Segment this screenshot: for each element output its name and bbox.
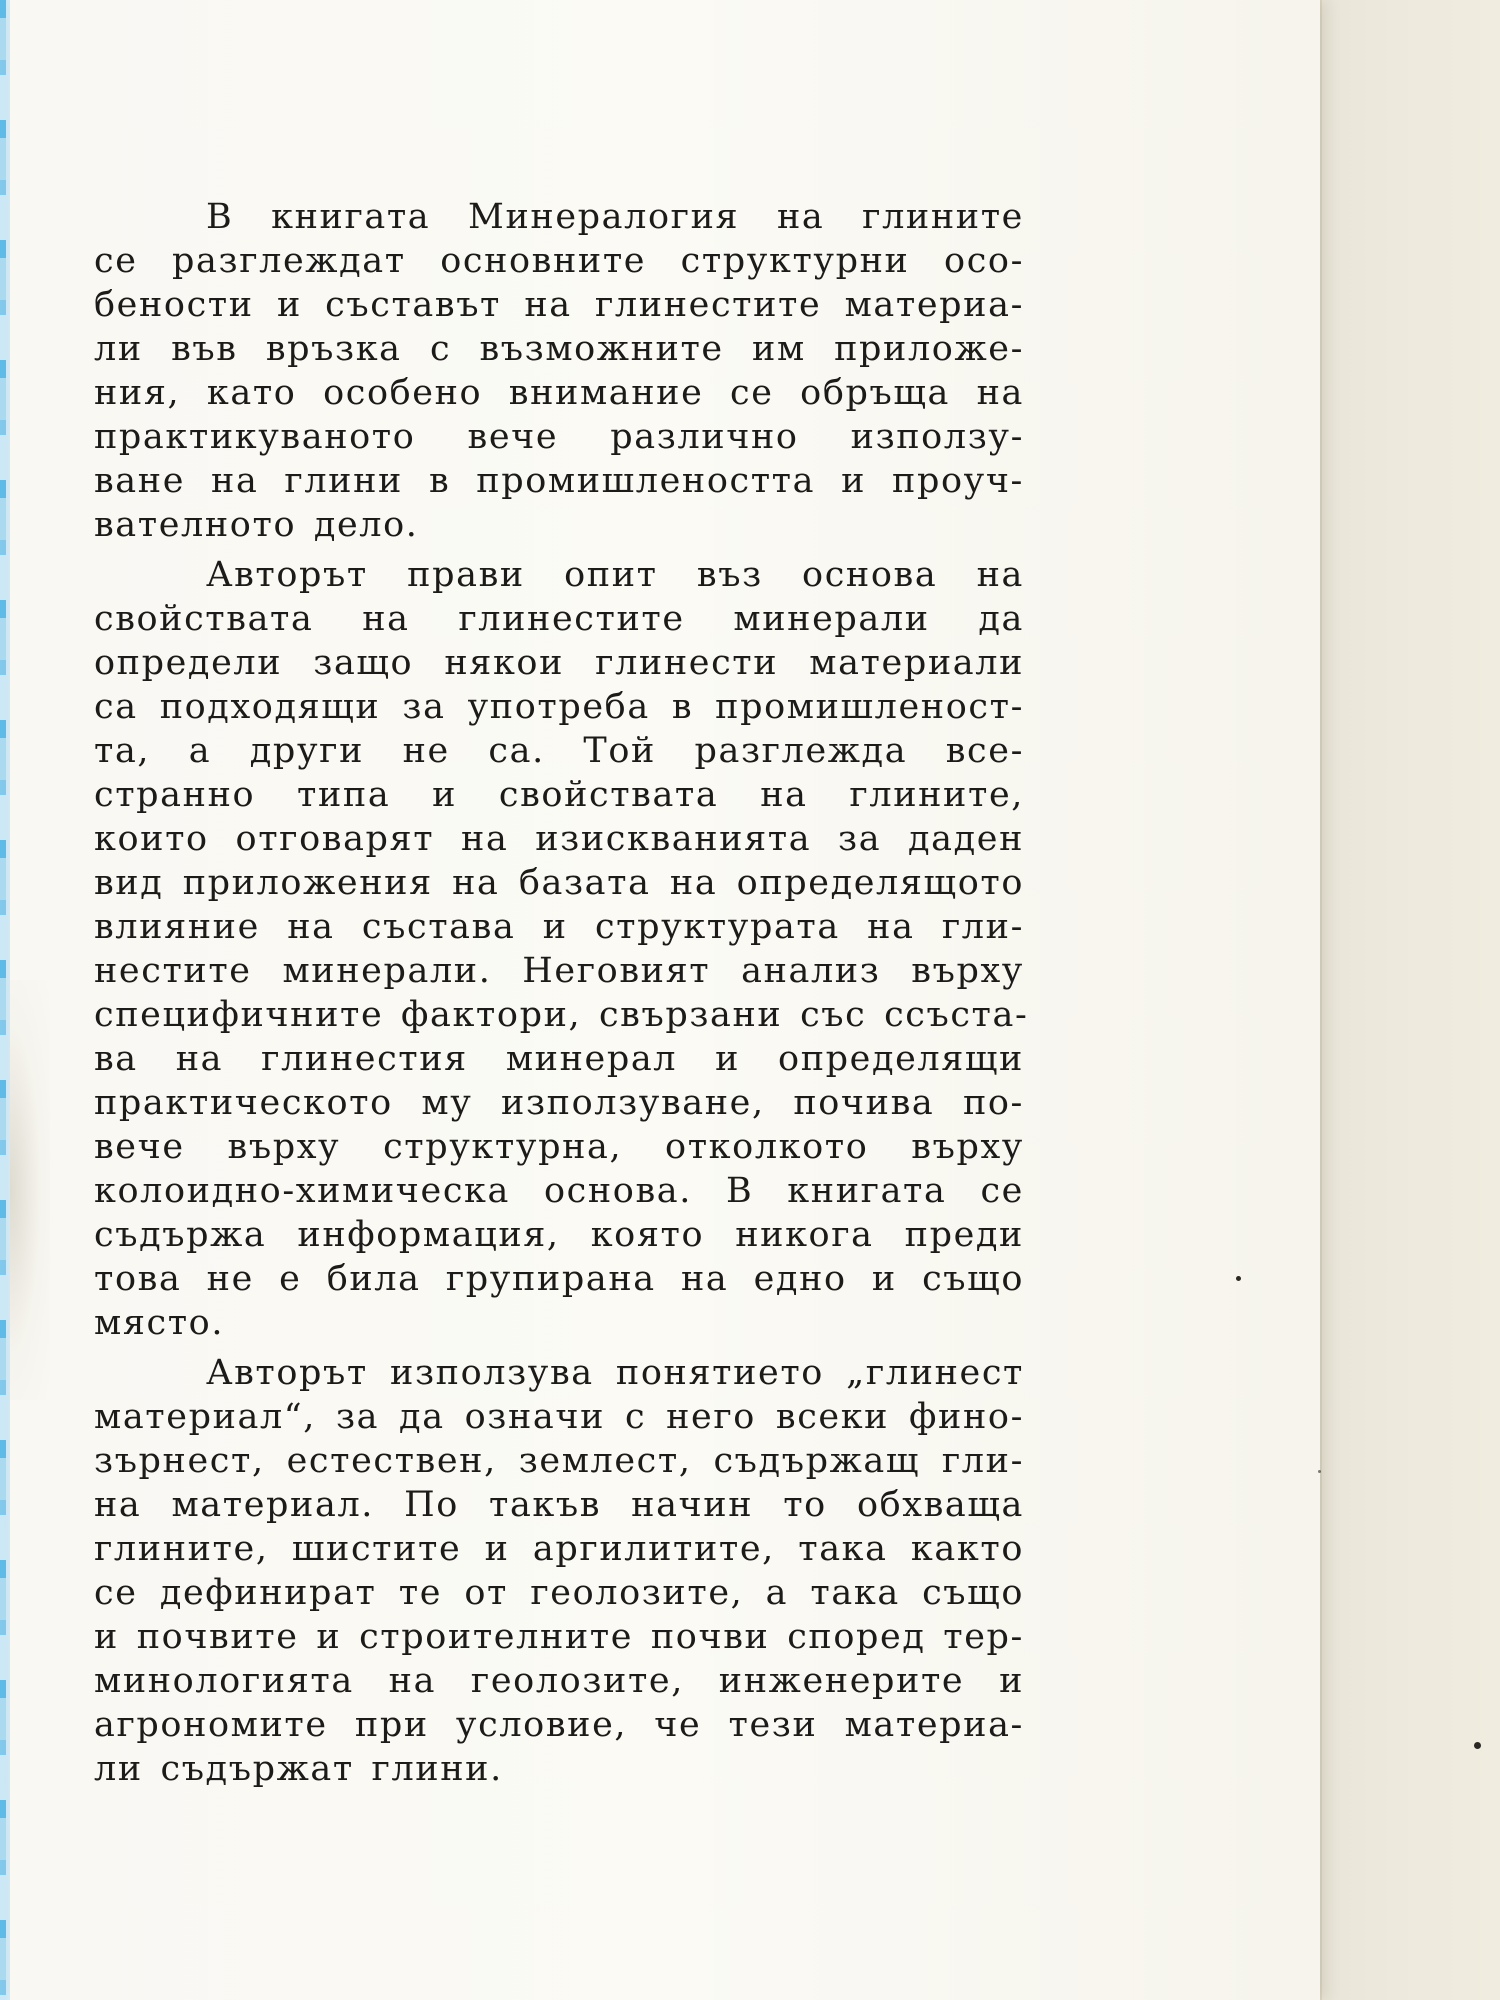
text-line: на материал. По такъв начин то обхваща [94,1485,1024,1525]
text-line: вид приложения на базата на определящото [94,863,1024,903]
paragraph [94,1351,1024,1791]
page-crease [10,980,50,1400]
text-line: и почвите и строителните почви според тер- [94,1617,1024,1657]
text-line: влияние на състава и структурата на гли- [94,907,1024,947]
text-line: нестите минерали. Неговият анализ върху [94,951,1024,991]
text-line: ва на глинестия минерал и определящи [94,1039,1024,1079]
text-line: определи защо някои глинести материали [94,643,1024,683]
text-line: та, а други не са. Той разглежда все- [94,731,1024,771]
text-line: колоидно-химическа основа. В книгата се [94,1171,1024,1211]
paragraph [94,553,1029,1345]
paragraph [94,195,1024,547]
text-line: свойствата на глинестите минерали да [94,599,1024,639]
text-line: Авторът използува понятието „глинест [206,1353,1024,1393]
text-line: ли във връзка с възможните им приложе- [94,329,1024,369]
text-line: място. [94,1303,225,1343]
paper-speck [1474,1742,1481,1749]
text-line: материал“, за да означи с него всеки фино- [94,1397,1024,1437]
text-line: се дефинират те от геолозите, а така също [94,1573,1024,1613]
text-line: които отговарят на изискванията за даден [94,819,1024,859]
text-line: зърнест, естествен, землест, съдържащ гли- [94,1441,1024,1481]
text-line: вече върху структурна, отколкото върху [94,1127,1024,1167]
text-line: странно типа и свойствата на глините, [94,775,1024,815]
text-line: минологията на геолозите, инженерите и [94,1661,1024,1701]
text-line: практическото му използуване, почива по- [94,1083,1024,1123]
text-line: глините, шистите и аргилитите, така както [94,1529,1024,1569]
text-line: са подходящи за употреба в промишленост- [94,687,1024,727]
text-line: вателното дело. [94,505,419,545]
paper-speck [1318,1470,1321,1473]
text-line: съдържа информация, която никога преди [94,1215,1024,1255]
text-line: практикуваното вече различно използу- [94,417,1024,457]
text-line: ния, като особено внимание се обръща на [94,373,1024,413]
paper-speck [1236,1276,1241,1281]
underlying-page [1320,0,1500,2000]
text-line: специфичните фактори, свързани със ссъста- [94,995,1029,1035]
text-line: В книгата Минералогия на глините [206,197,1024,237]
text-line: това не е била групирана на едно и също [94,1259,1024,1299]
text-line: ване на глини в промишлеността и проуч- [94,461,1024,501]
text-line: бености и съставът на глинестите материа- [94,285,1024,325]
body-text [94,195,1029,1791]
text-line: се разглеждат основните структурни осо- [94,241,1024,281]
text-line: агрономите при условие, че тези материа- [94,1705,1024,1745]
text-line: ли съдържат глини. [94,1749,503,1789]
text-line: Авторът прави опит въз основа на [206,555,1024,595]
